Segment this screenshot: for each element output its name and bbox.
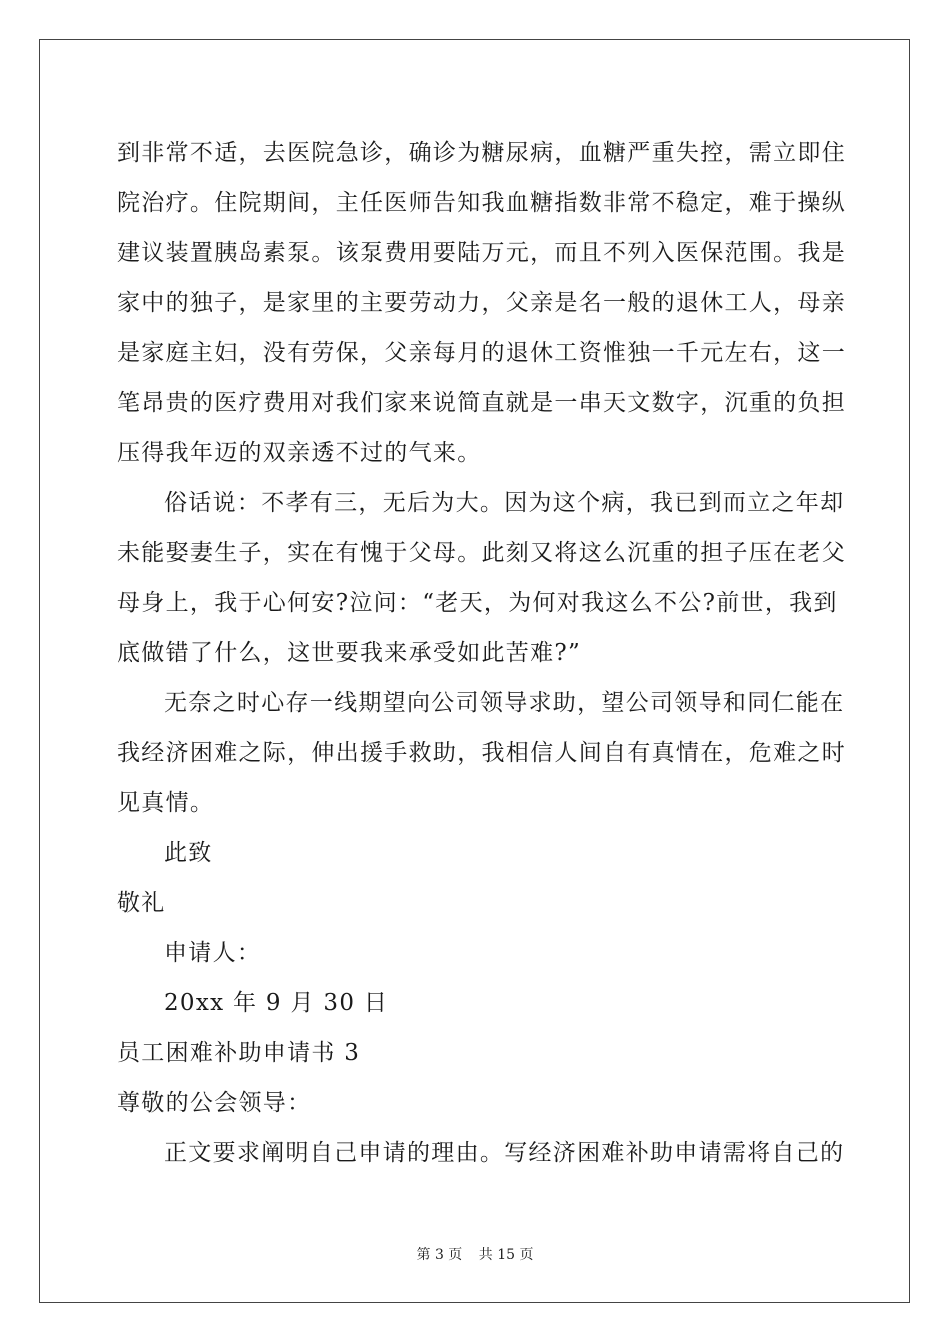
text-line: 底做错了什么，这世要我来承受如此苦难?” [117,640,582,666]
text-line: 未能娶妻生子，实在有愧于父母。此刻又将这么沉重的担子压在老父 [117,540,846,566]
text-line: 我经济困难之际，伸出援手救助，我相信人间自有真情在，危难之时 [117,740,846,766]
text-line: 尊敬的公会领导： [117,1090,312,1116]
text-line: 母身上，我于心何安?泣问：“老天，为何对我这么不公?前世，我到 [117,590,838,616]
text-line: 到非常不适，去医院急诊，确诊为糖尿病，血糖严重失控，需立即住 [117,140,846,166]
text-line: 此致 [164,840,213,866]
text-line: 申请人： [164,940,262,966]
page-footer [0,1244,950,1264]
text-line: 俗话说：不孝有三，无后为大。因为这个病，我已到而立之年却 [164,490,845,516]
page-number: 第 3 页 [416,1247,463,1263]
text-line: 员工困难补助申请书 3 [117,1040,361,1066]
text-line: 20xx 年 9 月 30 日 [164,990,389,1016]
text-line: 无奈之时心存一线期望向公司领导求助，望公司领导和同仁能在 [164,690,845,716]
text-line: 见真情。 [117,790,215,816]
text-line: 笔昂贵的医疗费用对我们家来说简直就是一串天文数字，沉重的负担 [117,390,846,416]
text-line: 建议装置胰岛素泵。该泵费用要陆万元，而且不列入医保范围。我是 [117,240,846,266]
text-line: 正文要求阐明自己申请的理由。写经济困难补助申请需将自己的 [164,1140,845,1166]
total-pages: 共 15 页 [478,1247,534,1263]
document-body [117,128,846,1178]
text-line: 敬礼 [117,890,166,916]
text-line: 压得我年迈的双亲透不过的气来。 [117,440,482,466]
text-line: 是家庭主妇，没有劳保，父亲每月的退休工资惟独一千元左右，这一 [117,340,846,366]
text-line: 家中的独子，是家里的主要劳动力，父亲是名一般的退休工人，母亲 [117,290,846,316]
text-line: 院治疗。住院期间，主任医师告知我血糖指数非常不稳定，难于操纵 [117,190,846,216]
